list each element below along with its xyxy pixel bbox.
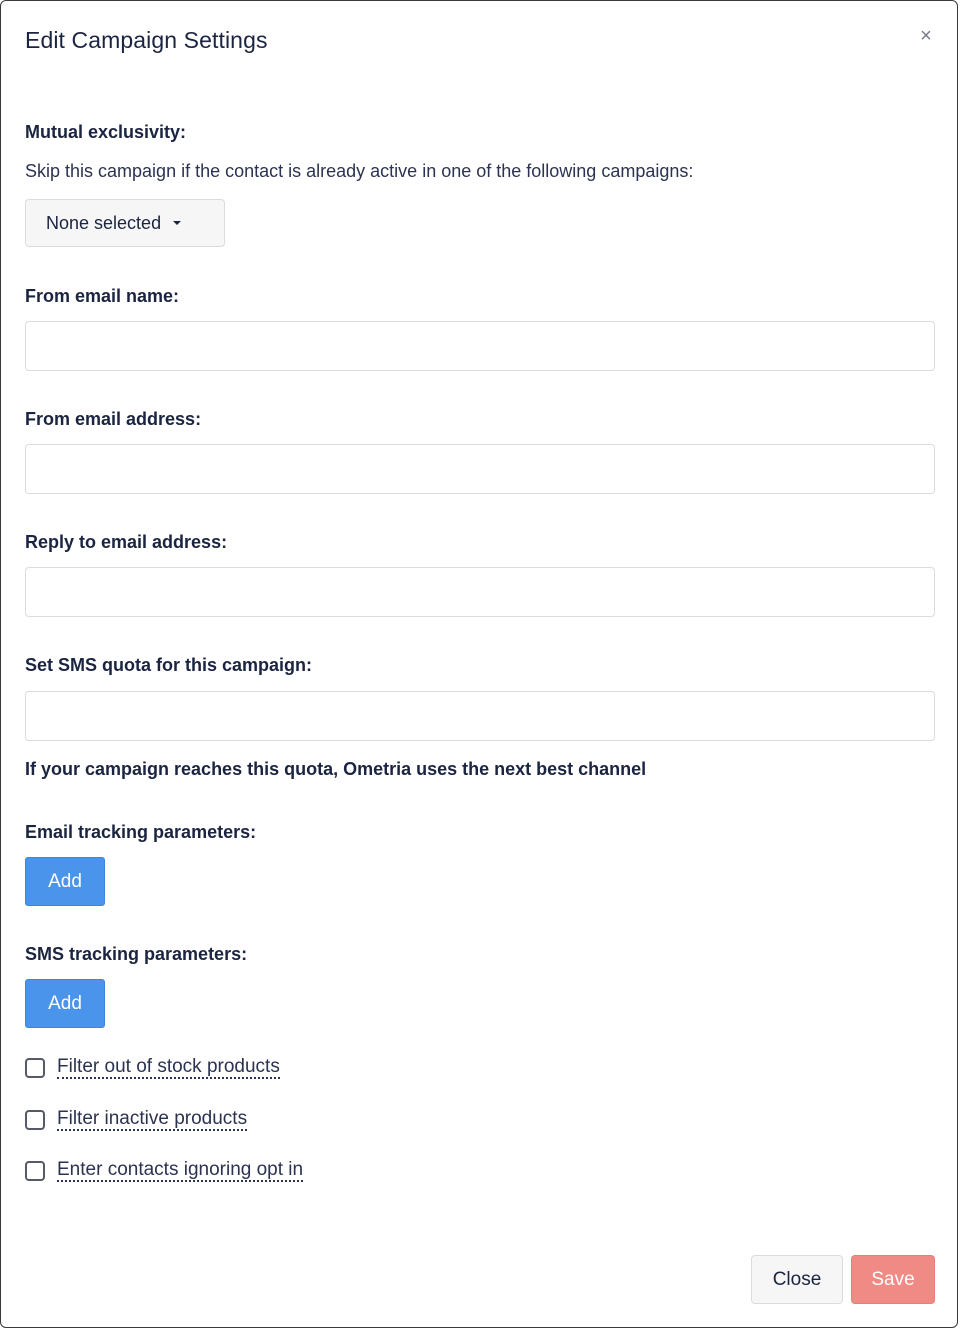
from-email-address-label: From email address: [25, 409, 202, 429]
enter-contacts-ignoring-opt-in-row[interactable] [25, 1158, 303, 1184]
email-tracking-label: Email tracking parameters: [25, 822, 257, 842]
sms-quota-label: Set SMS quota for this campaign: [25, 655, 313, 675]
from-email-address-input[interactable] [25, 444, 935, 494]
campaign-exclusivity-dropdown[interactable] [25, 199, 225, 247]
mutual-exclusivity-help: Skip this campaign if the contact is already active in one of the following campaigns: [25, 161, 694, 181]
filter-out-of-stock-row[interactable] [25, 1055, 280, 1081]
modal-title: Edit Campaign Settings [25, 27, 268, 53]
add-sms-tracking-button[interactable]: Add [25, 979, 105, 1028]
save-button[interactable]: Save [851, 1255, 935, 1304]
reply-to-email-address-input[interactable] [25, 567, 935, 617]
filter-out-of-stock-label[interactable]: Filter out of stock products [57, 1056, 280, 1077]
enter-contacts-ignoring-opt-in-label[interactable]: Enter contacts ignoring opt in [57, 1159, 304, 1180]
caret-down-icon [173, 221, 181, 225]
from-email-name-input[interactable] [25, 321, 935, 371]
enter-contacts-ignoring-opt-in-checkbox[interactable] [25, 1161, 45, 1181]
sms-quota-note: If your campaign reaches this quota, Ometria uses the next best channel [25, 759, 647, 779]
mutual-exclusivity-label: Mutual exclusivity: [25, 122, 187, 142]
filter-inactive-products-checkbox[interactable] [25, 1110, 45, 1130]
sms-tracking-label: SMS tracking parameters: [25, 944, 248, 964]
sms-quota-input[interactable] [25, 691, 935, 741]
dropdown-selected-value: None selected [46, 212, 162, 233]
add-email-tracking-button[interactable]: Add [25, 857, 105, 906]
from-email-name-label: From email name: [25, 286, 180, 306]
filter-inactive-products-row[interactable] [25, 1107, 247, 1133]
reply-to-email-address-label: Reply to email address: [25, 532, 228, 552]
filter-out-of-stock-checkbox[interactable] [25, 1058, 45, 1078]
close-icon[interactable]: × [920, 25, 932, 47]
filter-inactive-products-label[interactable]: Filter inactive products [57, 1108, 248, 1129]
close-button[interactable]: Close [751, 1255, 843, 1304]
